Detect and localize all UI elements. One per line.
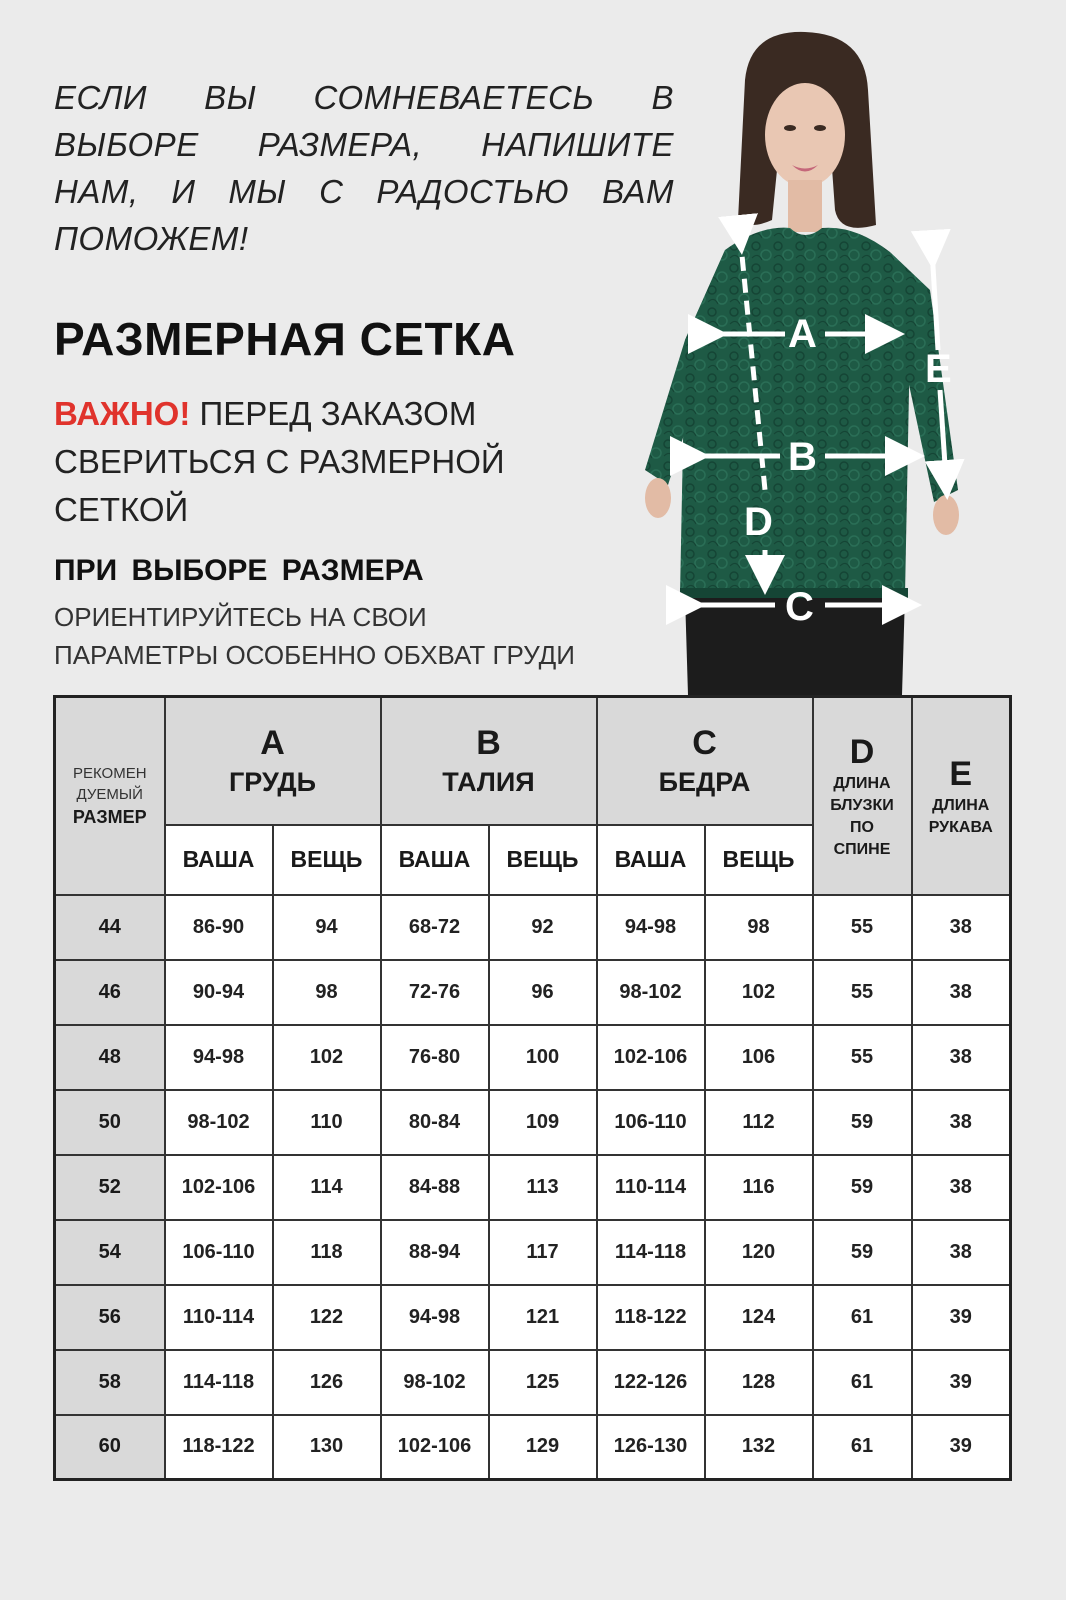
size-cell: 44 [55,895,165,960]
hips-item-cell: 106 [705,1025,813,1090]
waist-item-cell: 96 [489,960,597,1025]
waist-yours-cell: 68-72 [381,895,489,960]
chest-item-cell: 122 [273,1285,381,1350]
label-e: E [925,347,952,391]
label-c: C [785,585,814,629]
chest-yours-cell: 106-110 [165,1220,273,1285]
sleeve-cell: 38 [912,1155,1011,1220]
sub-header-c-item: ВЕЩЬ [705,825,813,895]
choice-subtext [54,598,614,674]
table-row [55,960,1011,1025]
chest-item-cell: 98 [273,960,381,1025]
hips-item-cell: 132 [705,1415,813,1480]
waist-item-cell: 109 [489,1090,597,1155]
size-table-wrapper [53,695,1012,1481]
waist-item-cell: 100 [489,1025,597,1090]
sleeve-cell: 39 [912,1350,1011,1415]
table-row [55,895,1011,960]
sleeve-cell: 38 [912,1090,1011,1155]
hips-yours-cell: 118-122 [597,1285,705,1350]
chest-yours-cell: 118-122 [165,1415,273,1480]
length-cell: 61 [813,1285,912,1350]
hips-yours-cell: 114-118 [597,1220,705,1285]
table-row [55,1415,1011,1480]
label-b: B [788,435,817,479]
hips-yours-cell: 122-126 [597,1350,705,1415]
waist-item-cell: 92 [489,895,597,960]
sub-header-a-yours: ВАША [165,825,273,895]
group-e-header: E ДЛИНА РУКАВА [912,697,1011,895]
size-table [53,695,1012,1481]
length-cell: 55 [813,1025,912,1090]
chest-yours-cell: 114-118 [165,1350,273,1415]
length-cell: 59 [813,1155,912,1220]
group-d-header: D ДЛИНА БЛУЗКИ ПО СПИНЕ [813,697,912,895]
model-illustration [640,20,990,695]
waist-yours-cell: 98-102 [381,1350,489,1415]
sleeve-cell: 38 [912,895,1011,960]
table-row [55,1025,1011,1090]
group-c-header: C БЕДРА [597,697,813,825]
table-row [55,1285,1011,1350]
size-cell: 50 [55,1090,165,1155]
hips-item-cell: 128 [705,1350,813,1415]
sleeve-cell: 38 [912,960,1011,1025]
hips-yours-cell: 110-114 [597,1155,705,1220]
sleeve-cell: 38 [912,1025,1011,1090]
page-title: РАЗМЕРНАЯ СЕТКА [54,313,516,365]
size-table-body [55,895,1011,1480]
waist-item-cell: 117 [489,1220,597,1285]
waist-yours-cell: 102-106 [381,1415,489,1480]
label-d: D [744,500,773,544]
sub-header-a-item: ВЕЩЬ [273,825,381,895]
size-cell: 58 [55,1350,165,1415]
sub-header-c-yours: ВАША [597,825,705,895]
model-svg [640,20,990,695]
chest-yours-cell: 86-90 [165,895,273,960]
table-row [55,1090,1011,1155]
length-cell: 55 [813,895,912,960]
chest-item-cell: 114 [273,1155,381,1220]
hips-item-cell: 112 [705,1090,813,1155]
hips-item-cell: 102 [705,960,813,1025]
hips-item-cell: 116 [705,1155,813,1220]
hips-yours-cell: 94-98 [597,895,705,960]
chest-yours-cell: 98-102 [165,1090,273,1155]
length-cell: 61 [813,1415,912,1480]
group-b-header: B ТАЛИЯ [381,697,597,825]
group-a-header: A ГРУДЬ [165,697,381,825]
chest-item-cell: 94 [273,895,381,960]
choice-line-2: ПАРАМЕТРЫ ОСОБЕННО ОБХВАТ ГРУДИ [54,640,575,670]
waist-item-cell: 125 [489,1350,597,1415]
choice-heading: ПРИ ВЫБОРЕ РАЗМЕРА [54,554,424,587]
chest-yours-cell: 110-114 [165,1285,273,1350]
important-accent: ВАЖНО! [54,395,191,432]
label-a: A [788,312,817,356]
waist-item-cell: 113 [489,1155,597,1220]
important-note [54,390,574,534]
hips-yours-cell: 106-110 [597,1090,705,1155]
choice-line-1: ОРИЕНТИРУЙТЕСЬ НА СВОИ [54,602,427,632]
waist-item-cell: 121 [489,1285,597,1350]
sleeve-cell: 39 [912,1415,1011,1480]
waist-yours-cell: 72-76 [381,960,489,1025]
intro-text: ЕСЛИ ВЫ СОМНЕВАЕТЕСЬ В ВЫБОРЕ РАЗМЕРА, НАПИШИТЕ НАМ, И МЫ С РАДОСТЬЮ ВАМ ПОМОЖЕМ! [54,79,674,257]
sub-header-b-item: ВЕЩЬ [489,825,597,895]
chest-item-cell: 102 [273,1025,381,1090]
chest-yours-cell: 94-98 [165,1025,273,1090]
waist-yours-cell: 94-98 [381,1285,489,1350]
waist-yours-cell: 88-94 [381,1220,489,1285]
waist-yours-cell: 80-84 [381,1090,489,1155]
size-cell: 60 [55,1415,165,1480]
sleeve-cell: 38 [912,1220,1011,1285]
size-cell: 52 [55,1155,165,1220]
chest-item-cell: 118 [273,1220,381,1285]
hips-item-cell: 120 [705,1220,813,1285]
sub-header-b-yours: ВАША [381,825,489,895]
hips-yours-cell: 126-130 [597,1415,705,1480]
size-header: РЕКОМЕН ДУЕМЫЙ РАЗМЕР [55,697,165,895]
size-cell: 46 [55,960,165,1025]
hips-item-cell: 124 [705,1285,813,1350]
hips-yours-cell: 98-102 [597,960,705,1025]
chest-item-cell: 130 [273,1415,381,1480]
waist-item-cell: 129 [489,1415,597,1480]
size-cell: 48 [55,1025,165,1090]
hips-yours-cell: 102-106 [597,1025,705,1090]
size-cell: 54 [55,1220,165,1285]
waist-yours-cell: 76-80 [381,1025,489,1090]
size-cell: 56 [55,1285,165,1350]
waist-yours-cell: 84-88 [381,1155,489,1220]
table-row [55,1220,1011,1285]
length-cell: 55 [813,960,912,1025]
length-cell: 61 [813,1350,912,1415]
table-row [55,1350,1011,1415]
chest-yours-cell: 90-94 [165,960,273,1025]
chest-item-cell: 126 [273,1350,381,1415]
length-cell: 59 [813,1090,912,1155]
length-cell: 59 [813,1220,912,1285]
table-row [55,1155,1011,1220]
chest-yours-cell: 102-106 [165,1155,273,1220]
chest-item-cell: 110 [273,1090,381,1155]
hips-item-cell: 98 [705,895,813,960]
sleeve-cell: 39 [912,1285,1011,1350]
important-text: ПЕРЕД ЗАКАЗОМ СВЕРИТЬСЯ С РАЗМЕРНОЙ СЕТКОЙ [54,395,505,528]
